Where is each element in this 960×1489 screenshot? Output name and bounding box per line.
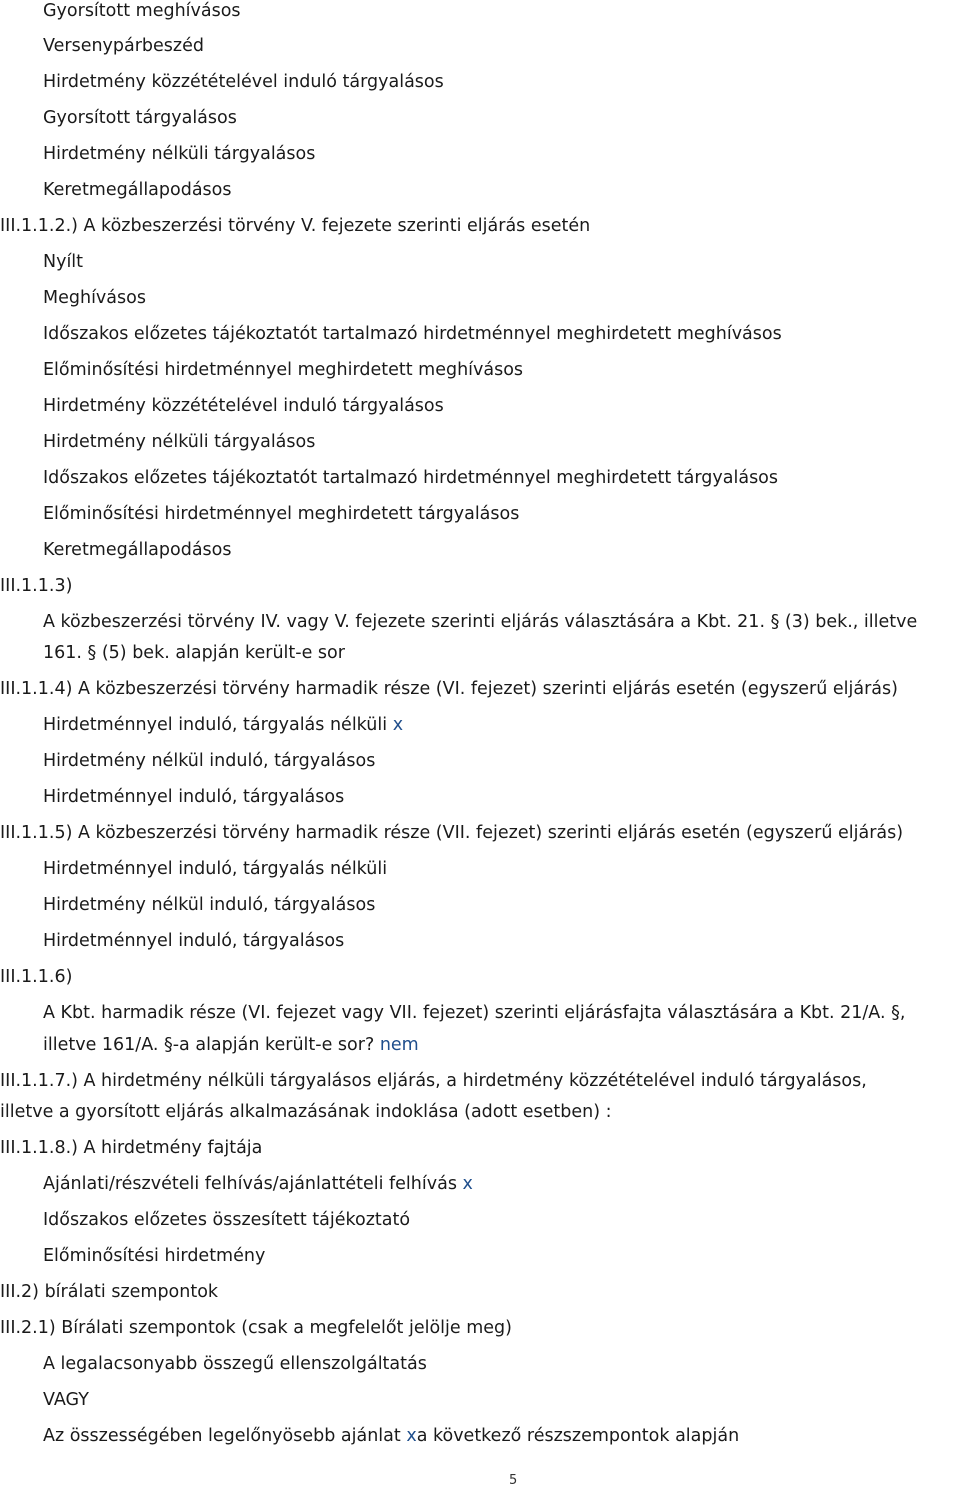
option-meghivasos: Meghívásos: [43, 288, 146, 308]
section-heading-iii-1-1-7: III.1.1.7.) A hirdetmény nélküli tárgyalásos eljárás, a hirdetmény közzétételével induló tárgyalásos,: [0, 1071, 867, 1091]
option-nyilt: Nyílt: [43, 252, 84, 272]
section-heading-iii-1-1-4: III.1.1.4) A közbeszerzési törvény harmadik része (VI. fejezet) szerinti eljárás esetén (egyszerű eljárás): [0, 679, 898, 699]
section-heading-iii-1-1-3: III.1.1.3): [0, 576, 73, 596]
option-idoszakos-meghivasos: Időszakos előzetes tájékoztatót tartalmazó hirdetménnyel meghirdetett meghívásos: [43, 324, 782, 344]
section-heading-iii-2-1: III.2.1) Bírálati szempontok (csak a megfelelőt jelölje meg): [0, 1318, 512, 1338]
option-hirdetmeny-nelkuli-2: Hirdetmény nélküli tárgyalásos: [43, 432, 316, 452]
selected-mark: x: [462, 1174, 473, 1194]
option-versenyparbeszed: Versenypárbeszéd: [43, 36, 204, 56]
option-hirdetmennyel-targyalasos-2: Hirdetménnyel induló, tárgyalásos: [43, 931, 345, 951]
option-keretmegallapodasos: Keretmegállapodásos: [43, 180, 232, 200]
label-vagy: VAGY: [43, 1390, 89, 1410]
question-iv-v-fejezet-cont: 161. § (5) bek. alapján került-e sor: [43, 643, 345, 663]
option-hirdetmennyel-targyalas-nelkuli: Hirdetménnyel induló, tárgyalás nélküli x: [43, 715, 404, 735]
option-elominositesi-hirdetmeny: Előminősítési hirdetmény: [43, 1246, 266, 1266]
option-hirdetmeny-nelkuli: Hirdetmény nélküli tárgyalásos: [43, 144, 316, 164]
option-hirdetmennyel-targyalas-nelkuli-2: Hirdetménnyel induló, tárgyalás nélküli: [43, 859, 388, 879]
option-hirdetmeny-nelkul-targyalasos-2: Hirdetmény nélkül induló, tárgyalásos: [43, 895, 376, 915]
option-elominositesi-targyalasos: Előminősítési hirdetménnyel meghirdetett tárgyalásos: [43, 504, 520, 524]
option-hirdetmeny-nelkul-targyalasos: Hirdetmény nélkül induló, tárgyalásos: [43, 751, 376, 771]
option-hirdetmennyel-targyalasos: Hirdetménnyel induló, tárgyalásos: [43, 787, 345, 807]
section-heading-iii-1-1-2: III.1.1.2.) A közbeszerzési törvény V. fejezete szerinti eljárás esetén: [0, 216, 591, 236]
option-idoszakos-targyalasos: Időszakos előzetes tájékoztatót tartalmazó hirdetménnyel meghirdetett tárgyalásos: [43, 468, 779, 488]
option-hirdetmeny-kozzetetelevel-2: Hirdetmény közzétételével induló tárgyalásos: [43, 396, 444, 416]
section-heading-iii-1-1-8: III.1.1.8.) A hirdetmény fajtája: [0, 1138, 263, 1158]
option-keretmegallapodasos-2: Keretmegállapodásos: [43, 540, 232, 560]
option-legelonyosebb-ajanlat: Az összességében legelőnyösebb ajánlat xa következő részszempontok alapján: [43, 1426, 740, 1446]
section-heading-iii-2: III.2) bírálati szempontok: [0, 1282, 219, 1302]
section-heading-iii-1-1-6: III.1.1.6): [0, 967, 73, 987]
option-gyorsitott-targyalasos: Gyorsított tárgyalásos: [43, 108, 237, 128]
option-hirdetmeny-kozzetetelevel: Hirdetmény közzétételével induló tárgyalásos: [43, 72, 444, 92]
option-legalacsonyabb-ar: A legalacsonyabb összegű ellenszolgáltatás: [43, 1354, 427, 1374]
selected-mark: x: [392, 715, 404, 735]
section-heading-iii-1-1-5: III.1.1.5) A közbeszerzési törvény harmadik része (VII. fejezet) szerinti eljárás esetén (egyszerű eljárás): [0, 823, 904, 843]
answer-value: nem: [379, 1035, 419, 1055]
question-kbt-21a-cont: illetve 161/A. §-a alapján került-e sor? nem: [43, 1035, 419, 1055]
option-ajanlati-felhivas: Ajánlati/részvételi felhívás/ajánlattételi felhívás x: [43, 1174, 473, 1194]
option-elominositesi-meghivasos: Előminősítési hirdetménnyel meghirdetett meghívásos: [43, 360, 524, 380]
section-heading-iii-1-1-7-cont: illetve a gyorsított eljárás alkalmazásának indoklása (adott esetben) :: [0, 1102, 612, 1122]
question-kbt-21a: A Kbt. harmadik része (VI. fejezet vagy VII. fejezet) szerinti eljárásfajta választására a Kbt. 21/A. §,: [43, 1003, 906, 1023]
question-iv-v-fejezet: A közbeszerzési törvény IV. vagy V. fejezete szerinti eljárás választására a Kbt. 21. § (3) bek., illetve: [43, 612, 918, 632]
option-gyorsitott-meghivasos: Gyorsított meghívásos: [43, 1, 241, 21]
page-number: 5: [509, 1473, 518, 1488]
option-idoszakos-osszesitett: Időszakos előzetes összesített tájékoztató: [43, 1210, 411, 1230]
selected-mark: x: [406, 1426, 417, 1446]
